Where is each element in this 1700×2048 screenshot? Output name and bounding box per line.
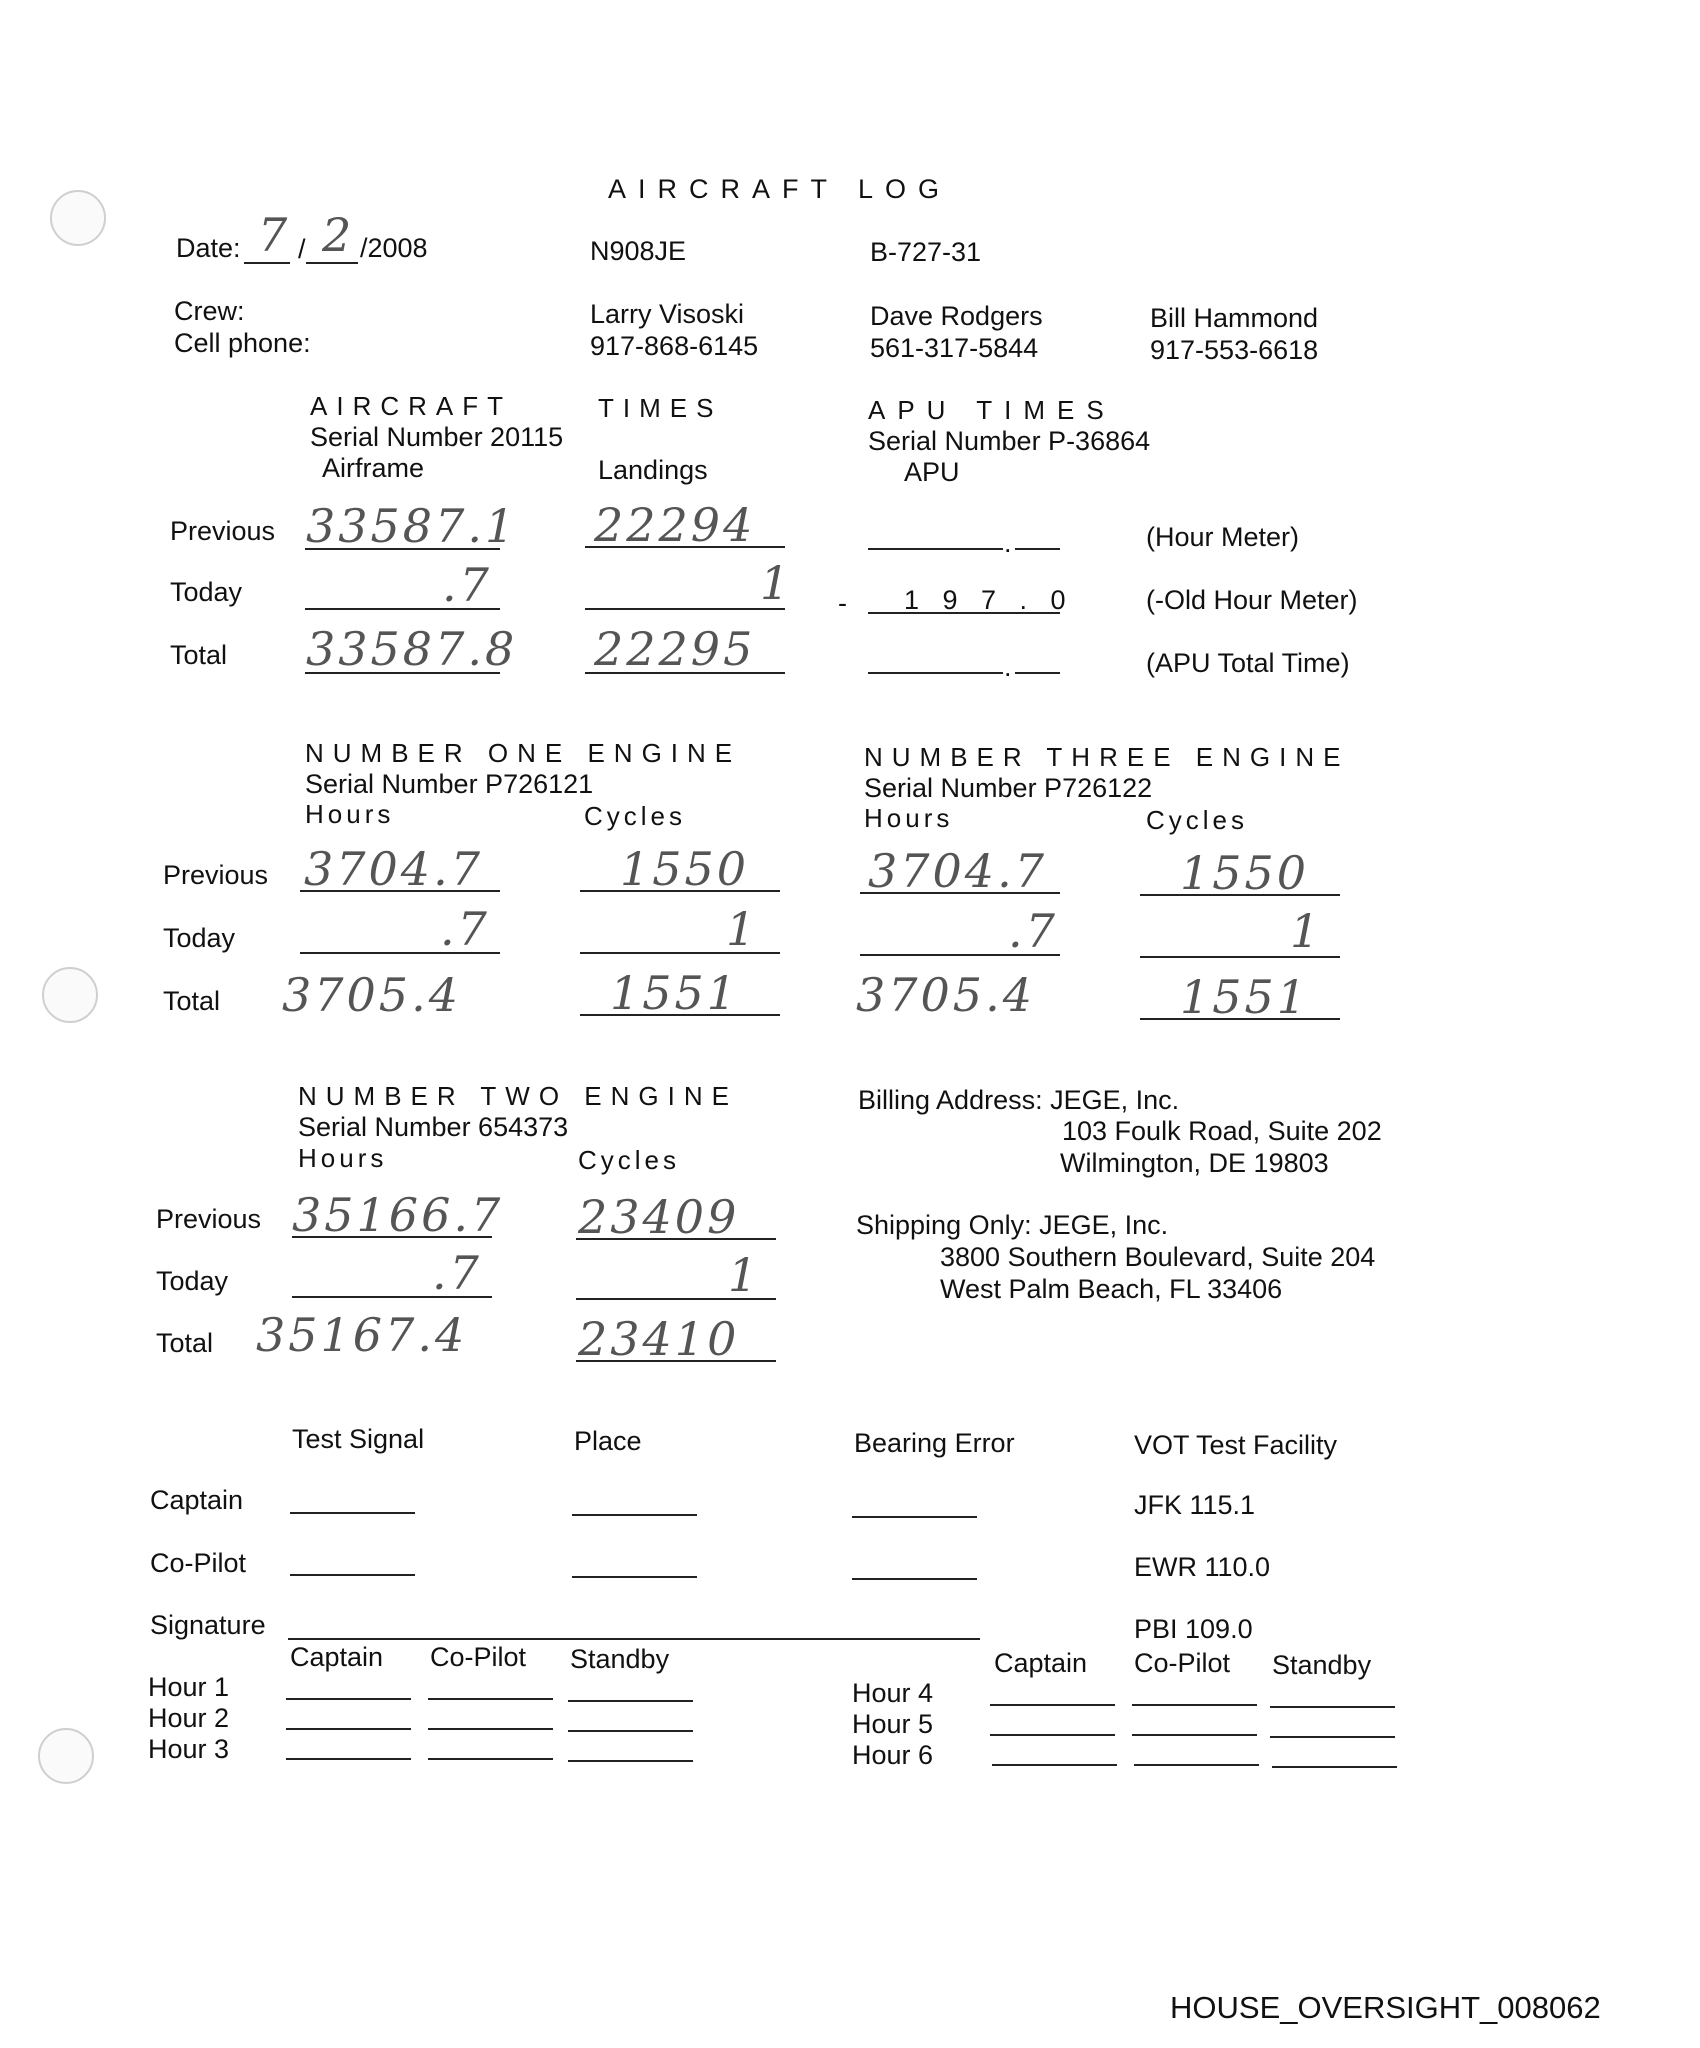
col-bearing-error: Bearing Error [854,1428,1015,1458]
hours-right-col-standby: Standby [1272,1650,1372,1680]
apu-total-line-a [868,672,1003,674]
hour-4-label: Hour 4 [852,1678,934,1708]
airframe-previous: 33587.1 [306,499,518,553]
col-landings: Landings [598,455,708,485]
e2-hours-total: 35167.4 [256,1308,468,1362]
apu-times-heading: APU TIMES [868,395,1116,425]
engines-row-total: Total [163,986,221,1016]
e3-hours-previous: 3704.7 [868,844,1047,898]
row-label-previous: Previous [170,516,276,546]
landings-previous: 22294 [594,498,756,552]
apu-today-line [868,612,1060,614]
date-label: Date: [176,233,241,263]
apu-serial: Serial Number P-36864 [868,426,1151,456]
col-airframe: Airframe [322,453,425,483]
date-slash: / [298,234,306,264]
signature-label: Signature [150,1610,266,1640]
hours-left-col-copilot: Co-Pilot [430,1642,527,1672]
hour-4-standby-line [1270,1706,1395,1708]
engine-two-row-today: Today [156,1266,229,1296]
e2-hours-previous: 35166.7 [292,1188,504,1242]
hours-left-col-standby: Standby [570,1644,670,1674]
hour-1-standby-line [568,1700,693,1702]
copilot-bearing-line [852,1578,977,1580]
engine-two-row-total: Total [156,1328,214,1358]
engine-one-heading: NUMBER ONE ENGINE [305,738,742,768]
crew-name-2: Dave Rodgers [870,301,1043,331]
aircraft-type: B-727-31 [870,237,982,267]
crew-name-3: Bill Hammond [1150,303,1319,333]
e1-hours-total: 3705.4 [282,968,461,1022]
bates-number: HOUSE_OVERSIGHT_008062 [1170,1990,1601,2025]
landings-total: 22295 [594,622,756,676]
binder-hole-middle [42,967,98,1023]
hour-1-label: Hour 1 [148,1672,230,1702]
hour-6-captain-line [992,1764,1117,1766]
row-label-today: Today [170,577,243,607]
hours-right-col-captain: Captain [994,1648,1088,1678]
engine-two-heading: NUMBER TWO ENGINE [298,1081,738,1111]
captain-bearing-line [852,1516,977,1518]
engines-row-previous: Previous [163,860,269,890]
airframe-total: 33587.8 [306,622,518,676]
apu-total-line-b [1015,672,1060,674]
engine-two-col-cycles: Cycles [578,1145,681,1175]
row-label-total: Total [170,640,228,670]
e1-cycles-today: 1 [726,902,759,956]
hour-3-copilot-line [428,1758,553,1760]
vot-row-captain: Captain [150,1485,244,1515]
hour-2-copilot-line [428,1728,553,1730]
cell-phone-label: Cell phone: [174,328,311,358]
hours-left-col-captain: Captain [290,1642,384,1672]
engine-two-col-hours: Hours [298,1143,388,1173]
binder-hole-top [50,190,106,246]
shipping-label: Shipping Only: JEGE, Inc. [856,1210,1169,1240]
e3-cycles-today: 1 [1290,904,1323,958]
engine-two-row-previous: Previous [156,1204,262,1234]
engine-three-col-cycles: Cycles [1146,805,1249,835]
col-test-signal: Test Signal [292,1424,425,1454]
facility-pbi: PBI 109.0 [1134,1614,1253,1644]
facility-jfk: JFK 115.1 [1134,1490,1256,1520]
e2-cycles-today: 1 [728,1248,761,1302]
hour-5-captain-line [990,1734,1115,1736]
e2-cycles-total: 23410 [578,1312,740,1366]
e1-hours-previous: 3704.7 [304,842,483,896]
engine-one-col-cycles: Cycles [584,801,687,831]
hour-2-captain-line [286,1728,411,1730]
date-year: /2008 [360,233,428,263]
apu-note-hour-meter: (Hour Meter) [1146,522,1300,552]
hour-6-copilot-line [1134,1764,1259,1766]
aircraft-times-heading-left: AIRCRAFT [310,391,512,421]
apu-total-dot: . [1004,652,1012,682]
hour-5-copilot-line [1132,1734,1257,1736]
billing-label: Billing Address: JEGE, Inc. [858,1085,1180,1115]
signature-line [288,1638,980,1640]
crew-phone-3: 917-553-6618 [1150,335,1319,365]
page-title: AIRCRAFT LOG [608,174,952,204]
apu-previous-dot: . [1004,528,1012,558]
e3-cycles-previous: 1550 [1180,846,1310,900]
hour-5-standby-line [1270,1736,1395,1738]
e1-cycles-previous: 1550 [620,842,750,896]
apu-today-prefix: - [838,588,847,618]
copilot-place-line [572,1576,697,1578]
apu-today-value: 1 9 7 . 0 [904,585,1074,615]
airframe-today: .7 [442,558,492,612]
engines-row-today: Today [163,923,236,953]
copilot-test-signal-line [290,1574,415,1576]
e1-hours-today: .7 [440,902,490,956]
e2-hours-today: .7 [432,1246,482,1300]
e3-cycles-total: 1551 [1180,970,1310,1024]
crew-phone-2: 561-317-5844 [870,333,1039,363]
apu-previous-line-b [1015,548,1060,550]
landings-today-line [585,608,785,610]
crew-name-1: Larry Visoski [590,299,745,329]
date-day-line [306,262,358,264]
engine-two-serial: Serial Number 654373 [298,1112,569,1142]
hour-4-copilot-line [1132,1704,1257,1706]
facility-ewr: EWR 110.0 [1134,1552,1271,1582]
billing-line-2: Wilmington, DE 19803 [1060,1148,1329,1178]
vot-row-copilot: Co-Pilot [150,1548,247,1578]
date-month-line [244,262,290,264]
crew-phone-1: 917-868-6145 [590,331,759,361]
e1-cycles-total: 1551 [610,966,740,1020]
e2-cycles-previous: 23409 [578,1190,740,1244]
landings-today: 1 [760,556,793,610]
hour-3-standby-line [568,1760,693,1762]
hour-3-label: Hour 3 [148,1734,230,1764]
hour-6-label: Hour 6 [852,1740,934,1770]
date-month: 7 [258,208,291,262]
hours-right-col-copilot: Co-Pilot [1134,1648,1231,1678]
billing-line-1: 103 Foulk Road, Suite 202 [1062,1116,1382,1146]
engine-three-heading: NUMBER THREE ENGINE [864,742,1350,772]
hour-2-label: Hour 2 [148,1703,230,1733]
crew-label: Crew: [174,296,245,326]
hour-2-standby-line [568,1730,693,1732]
aircraft-serial: Serial Number 20115 [310,422,564,452]
captain-test-signal-line [290,1512,415,1514]
engine-one-serial: Serial Number P726121 [305,769,594,799]
hour-4-captain-line [990,1704,1115,1706]
aircraft-times-heading-right: TIMES [598,393,723,423]
engine-one-col-hours: Hours [305,799,395,829]
e3-hours-today: .7 [1008,904,1058,958]
col-place: Place [574,1426,642,1456]
captain-place-line [572,1514,697,1516]
e3-hours-total: 3705.4 [856,968,1035,1022]
shipping-line-1: 3800 Southern Boulevard, Suite 204 [940,1242,1376,1272]
apu-previous-line-a [868,548,1003,550]
engine-three-col-hours: Hours [864,803,954,833]
apu-note-total-time: (APU Total Time) [1146,648,1350,678]
shipping-line-2: West Palm Beach, FL 33406 [940,1274,1283,1304]
hour-3-captain-line [286,1758,411,1760]
binder-hole-bottom [38,1728,94,1784]
col-vot-facility: VOT Test Facility [1134,1430,1338,1460]
tail-number: N908JE [590,236,687,266]
hour-1-captain-line [286,1698,411,1700]
col-apu: APU [904,457,960,487]
hour-5-label: Hour 5 [852,1709,934,1739]
apu-note-old-hour-meter: (-Old Hour Meter) [1146,585,1358,615]
hour-1-copilot-line [428,1698,553,1700]
hour-6-standby-line [1272,1766,1397,1768]
engine-three-serial: Serial Number P726122 [864,773,1153,803]
date-day: 2 [322,208,355,262]
